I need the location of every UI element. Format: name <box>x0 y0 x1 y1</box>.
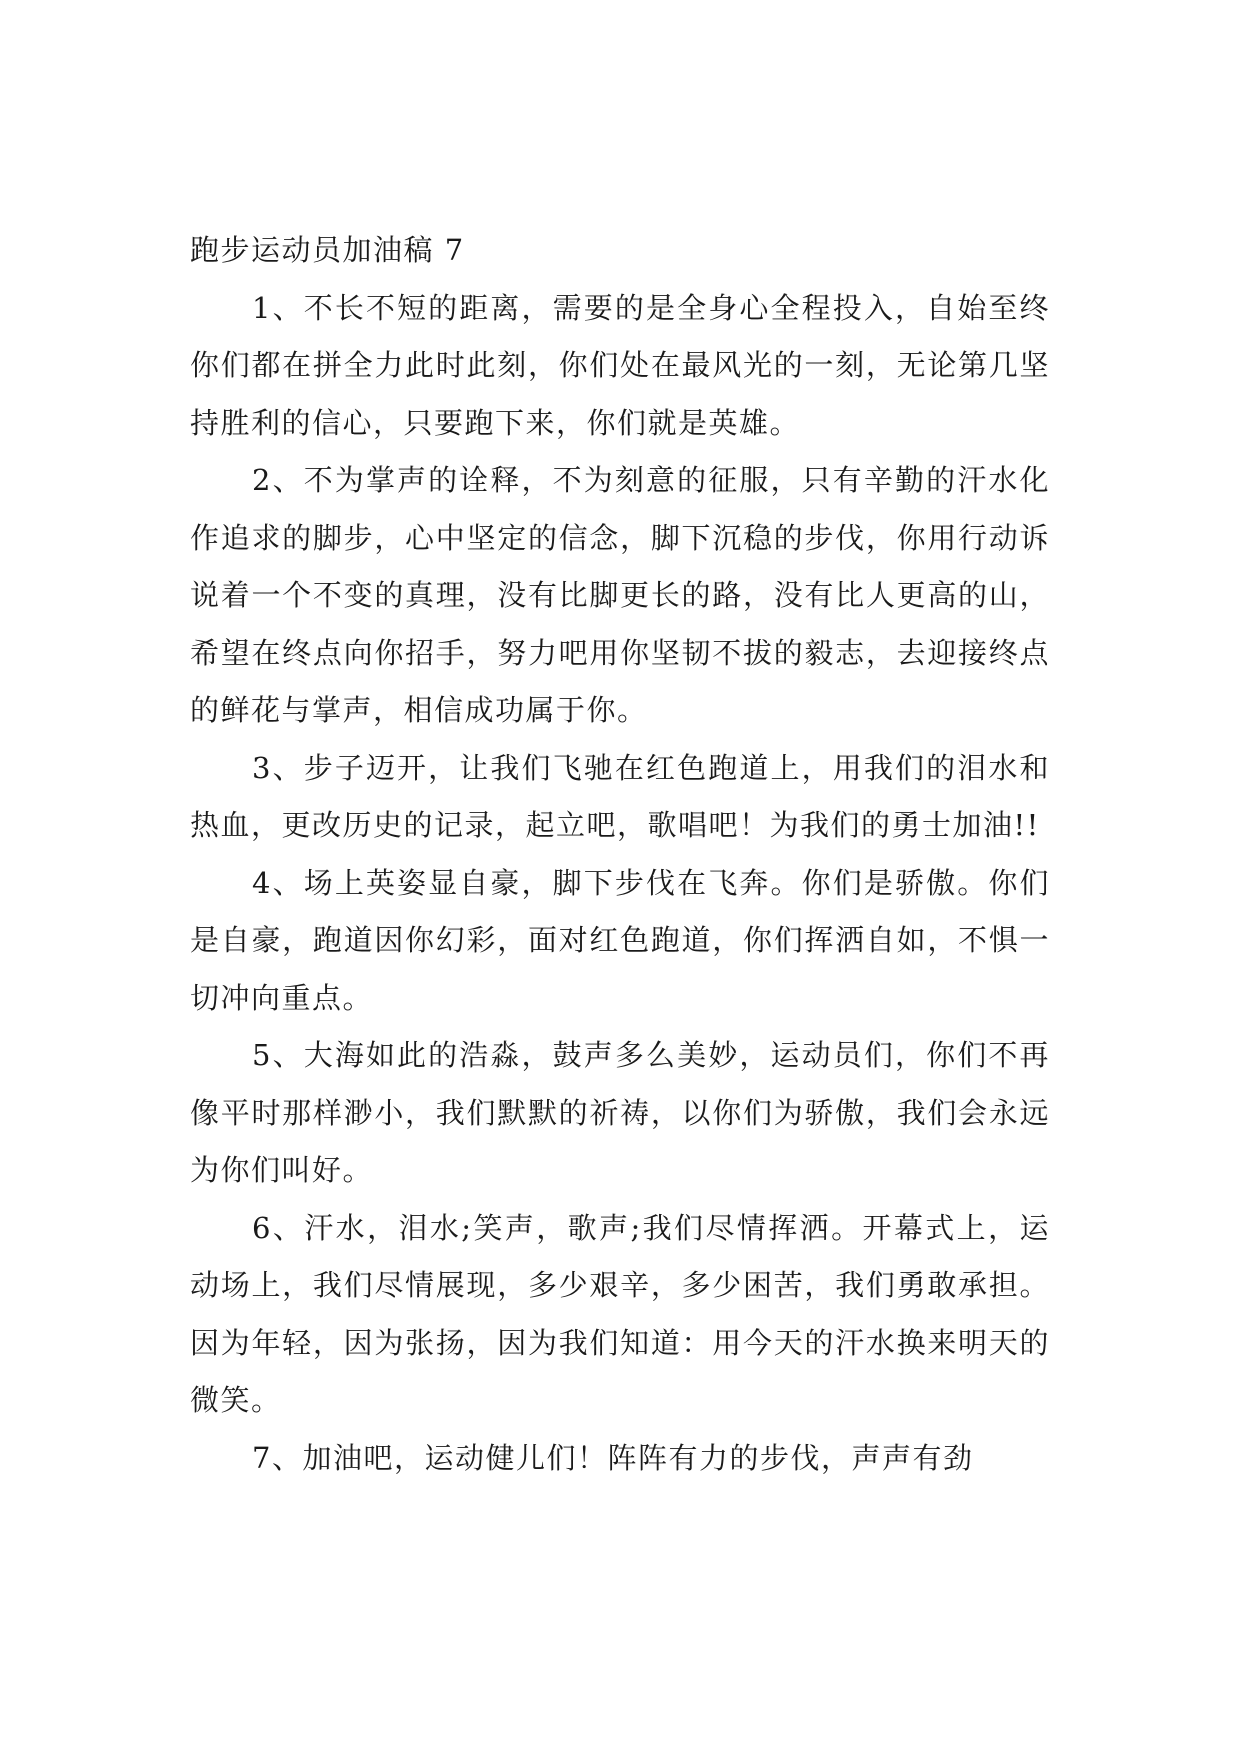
document-body <box>190 222 1050 1487</box>
paragraph-2: 2、不为掌声的诠释，不为刻意的征服，只有辛勤的汗水化作追求的脚步，心中坚定的信念，脚下沉稳的步伐，你用行动诉说着一个不变的真理，没有比脚更长的路，没有比人更高的山，希望在终点向你招手，努力吧用你坚韧不拔的毅志，去迎接终点的鲜花与掌声，相信成功属于你。 <box>190 463 1050 727</box>
paragraph-3: 3、步子迈开，让我们飞驰在红色跑道上，用我们的泪水和热血，更改历史的记录，起立吧，歌唱吧！为我们的勇士加油!! <box>190 750 1050 842</box>
document-title: 跑步运动员加油稿 7 <box>190 233 465 267</box>
paragraph-6: 6、汗水，泪水;笑声，歌声;我们尽情挥洒。开幕式上，运动场上，我们尽情展现，多少艰辛，多少困苦，我们勇敢承担。因为年轻，因为张扬，因为我们知道：用今天的汗水换来明天的微笑。 <box>190 1210 1050 1417</box>
paragraph-5: 5、大海如此的浩淼，鼓声多么美妙，运动员们，你们不再像平时那样渺小，我们默默的祈祷，以你们为骄傲，我们会永远为你们叫好。 <box>190 1038 1050 1187</box>
paragraph-1: 1、不长不短的距离，需要的是全身心全程投入，自始至终你们都在拼全力此时此刻，你们处在最风光的一刻，无论第几坚持胜利的信心，只要跑下来，你们就是英雄。 <box>190 290 1050 440</box>
paragraph-4: 4、场上英姿显自豪，脚下步伐在飞奔。你们是骄傲。你们是自豪，跑道因你幻彩，面对红色跑道，你们挥洒自如，不惧一切冲向重点。 <box>190 865 1050 1015</box>
paragraph-7: 7、加油吧，运动健儿们！阵阵有力的步伐，声声有劲 <box>252 1440 974 1475</box>
